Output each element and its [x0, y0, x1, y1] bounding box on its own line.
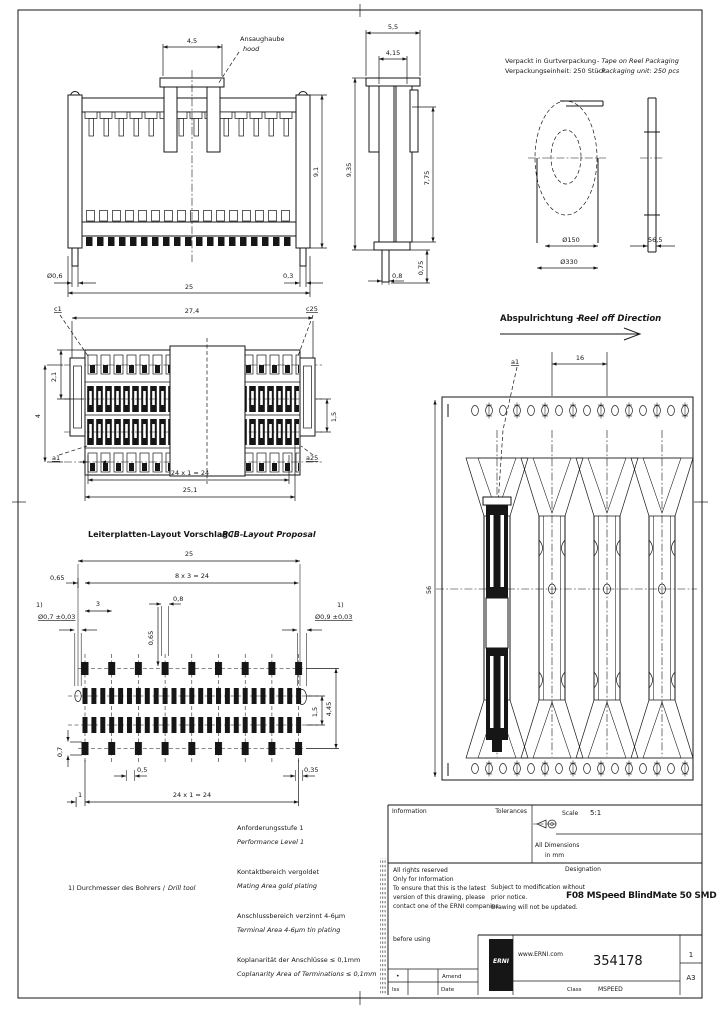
dim-pcb-pitch: 3 [95, 600, 101, 608]
reel-off-title-en: Reel off Direction [578, 314, 662, 324]
rights-line-0: All rights reserved [393, 867, 448, 874]
iss-label: Iss [392, 987, 400, 993]
reel-side-view [640, 98, 664, 252]
scale-label: Scale [562, 810, 579, 817]
modification-line-1: prior notice. [491, 894, 528, 901]
front-smt-feet [84, 236, 294, 247]
modification-line-0: Subject to modification without [491, 884, 585, 891]
dim-note-line2: in mm [545, 852, 565, 859]
tape-pocket-3 [576, 430, 638, 758]
dim-pcb-off-right: 0,35 [304, 766, 319, 774]
information-label: Information [392, 808, 427, 815]
dim-front-height: 9,1 [312, 166, 320, 178]
dim-pcb-hole-left: Ø0,7 ±0,03 [38, 613, 76, 621]
pcb-ref-left: 1) [36, 601, 43, 609]
rights-line-3: version of this drawing, please [393, 894, 486, 901]
projection-symbol-icon [533, 820, 558, 828]
tape-pocket-1 [466, 430, 528, 758]
top-view-hood [170, 346, 245, 476]
dim-note-line1: All Dimensions [535, 842, 580, 849]
packaging-note [505, 57, 680, 75]
rights-line-4: contact one of the ERNI companies [393, 903, 499, 910]
note-1-de: Anforderungsstufe 1 [237, 824, 304, 832]
dim-tape-pitch: 16 [575, 354, 585, 362]
sheet-frame [12, 4, 708, 1005]
website-label: www.ERNI.com [518, 951, 564, 958]
note-drill-en: Drill tool [168, 884, 196, 892]
tape-pos-a1: a1 [511, 358, 520, 366]
dim-row-offset: 2,1 [50, 371, 58, 383]
note-2-de: Kontaktbereich vergoldet [237, 868, 320, 876]
hood-label-en: hood [243, 45, 260, 53]
pos-label-a1: a1 [52, 454, 61, 462]
dim-pcb-off-left: 0,5 [137, 766, 148, 774]
dim-pcb-pitch-total: 24 x 1 = 24 [172, 791, 212, 799]
packaging-line1-en: - Tape on Reel Packaging [597, 57, 679, 65]
dim-peg-diameter: Ø0,6 [47, 272, 63, 280]
dim-pcb-row-gap: 1,5 [311, 706, 319, 718]
top-view [34, 305, 338, 501]
tape-pocket-4 [631, 430, 693, 758]
dim-tape-width: 56 [425, 585, 433, 595]
dim-pcb-pad-height: 0,7 [56, 746, 64, 758]
date-label: Date [441, 987, 455, 993]
pos-label-c25: c25 [306, 305, 318, 313]
front-view [47, 35, 327, 297]
reel-off-title-de: Abspulrichtung - [500, 314, 580, 324]
notes-block [68, 824, 376, 978]
dim-reel-hub: Ø150 [562, 236, 580, 244]
dim-side-inner-depth: 4,15 [385, 49, 401, 57]
dim-pcb-edge: 0,65 [50, 574, 65, 582]
note-2-en: Mating Area gold plating [237, 882, 318, 890]
hood-label-de: Ansaughaube [240, 35, 285, 43]
dim-pcb-edge-right: 1 [78, 791, 83, 799]
packaging-line1-de: Verpackt in Gurtverpackung [505, 57, 597, 65]
front-top-contacts [84, 112, 294, 139]
class-value: MSPEED [598, 986, 623, 993]
fine-print-strip [380, 858, 386, 995]
sprocket-holes-bottom [468, 760, 692, 777]
sprocket-holes-top [468, 402, 692, 419]
dim-row-span: 4 [34, 413, 42, 419]
dim-mid-gap: 1,5 [330, 411, 338, 423]
erni-logo-text: ERNI [493, 958, 509, 965]
dim-top-pitch-total: 24 x 1 = 24 [170, 469, 210, 477]
tape-pocket-2 [521, 430, 583, 758]
dim-peg-offset: 0,3 [283, 272, 294, 280]
designation-value: F08 MSpeed BlindMate 50 SMD [566, 891, 717, 901]
tape-view [425, 314, 697, 780]
dim-top-total-width: 25,1 [182, 486, 198, 494]
front-bottom-bumps [84, 209, 294, 222]
packaging-line2-en: - Packaging unit: 250 pcs [597, 67, 680, 75]
pcb-ref-right: 1) [337, 601, 344, 609]
scale-value: 5:1 [590, 809, 602, 817]
amend-label: Amend [442, 974, 462, 980]
dim-reel-width: 56,5 [648, 236, 663, 244]
rights-line-1: Only for Information [393, 876, 454, 883]
note-1-en: Performance Level 1 [237, 838, 305, 846]
note-4-en: Coplanarity Area of Terminations ≤ 0,1mm [237, 970, 377, 978]
note-3-en: Terminal Area 4-6µm tin plating [237, 926, 341, 934]
erni-logo [489, 939, 513, 991]
connector-in-tape [483, 497, 511, 752]
note-drill-de: 1) Durchmesser des Bohrers / [68, 884, 165, 892]
pcb-title-en: PCB-Layout Proposal [222, 530, 316, 539]
dim-pin-protrusion: 0,75 [417, 260, 425, 276]
pos-label-a25: a25 [306, 454, 319, 462]
dim-pcb-hole-right: Ø0,9 ±0,03 [315, 613, 353, 621]
side-view [345, 23, 436, 285]
dim-pcb-width: 25 [184, 550, 194, 558]
pcb-title-de: Leiterplatten-Layout Vorschlag / [88, 530, 234, 539]
dim-pcb-pad-width: 0,8 [173, 595, 184, 603]
dim-pcb-pad-offset: 0,65 [147, 630, 155, 646]
modification-line-2: Drawing will not be updated. [491, 904, 578, 911]
title-block [380, 805, 716, 995]
designation-label: Designation [565, 866, 601, 873]
tolerances-label: Tolerances [495, 808, 527, 815]
dim-pcb-pad-pitch-total: 8 x 3 = 24 [174, 572, 210, 580]
sheet-format: A3 [686, 974, 696, 982]
packaging-line2-de: Verpackungseinheit: 250 Stück [505, 67, 606, 75]
dim-side-height: 9,35 [345, 162, 353, 178]
dim-pcb-row-span: 4,45 [325, 701, 333, 717]
rev-marker: • [396, 973, 400, 980]
pos-label-c1: c1 [54, 305, 62, 313]
pcb-layout-view [36, 530, 352, 807]
dim-reel-outer: Ø330 [560, 258, 578, 266]
dim-front-width: 25 [184, 283, 194, 291]
dim-top-body-width: 27,4 [184, 307, 200, 315]
class-label: Class [567, 987, 582, 993]
part-number: 354178 [593, 954, 643, 969]
dim-pin-width: 0,8 [392, 272, 403, 280]
rights-line-2: To ensure that this is the latest [393, 885, 486, 892]
note-4-de: Koplanarität der Anschlüsse ≤ 0,1mm [237, 956, 361, 964]
dim-hood-width: 4,5 [186, 37, 198, 45]
sheet-number: 1 [688, 951, 694, 959]
rights-line-5: before using [393, 936, 431, 943]
reel-view [528, 98, 675, 268]
dim-side-depth: 5,5 [387, 23, 399, 31]
note-3-de: Anschlussbereich verzinnt 4-6µm [237, 912, 346, 920]
dim-side-body-height: 7,75 [423, 170, 431, 186]
